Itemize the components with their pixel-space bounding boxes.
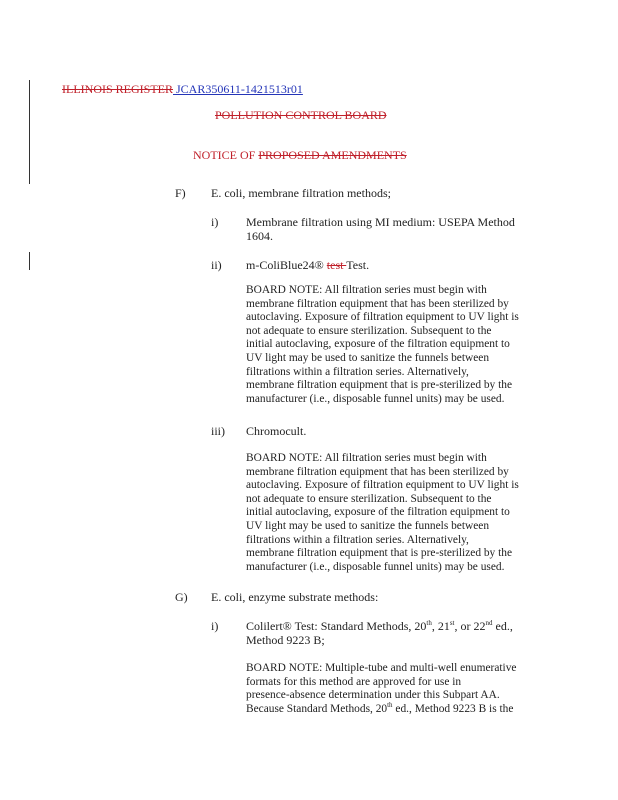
g-item-i-board-note: BOARD NOTE: Multiple-tube and multi-well enumerative formats for this method are approved for use in presence-absence determination under this Subpart AA. Because Standard Methods, 20th ed., Method 9223 B is the: [246, 662, 517, 715]
f-item-i-text: Membrane filtration using MI medium: USEPA Method 1604.: [246, 215, 515, 243]
f-item-ii-label: ii): [211, 258, 222, 272]
f-item-iii-label: iii): [211, 424, 225, 438]
f-item-iii-board-note: BOARD NOTE: All filtration series must begin with membrane filtration equipment that has been sterilized by autoclaving. Exposure of filtration equipment to UV light is not adequate to ensure sterilization. Subsequent to the initial autoclaving, exposure of the filtration equipment to UV light may be used to sanitize the funnels between filtrations within a filtration series. Alternatively, membrane filtration equipment that is pre-sterilized by the manufacturer (i.e., disposable funnel units) may be used.: [246, 452, 519, 573]
section-g-label: G): [175, 590, 188, 604]
f-item-ii-board-note: BOARD NOTE: All filtration series must begin with membrane filtration equipment that has been sterilized by autoclaving. Exposure of filtration equipment to UV light is not adequate to ensure sterilization. Subsequent to the initial autoclaving, exposure of the filtration equipment to UV light may be used to sanitize the funnels between filtrations within a filtration series. Alternatively, membrane filtration equipment that is pre-sterilized by the manufacturer (i.e., disposable funnel units) may be used.: [246, 284, 519, 405]
change-bar-top: [29, 80, 30, 184]
section-g-heading: E. coli, enzyme substrate methods:: [211, 590, 379, 604]
f-item-ii-text: m-ColiBlue24® test Test.: [246, 258, 370, 272]
notice-title: NOTICE OF PROPOSED AMENDMENTS: [193, 148, 407, 162]
section-f-label: F): [175, 186, 186, 200]
section-f-heading: E. coli, membrane filtration methods;: [211, 186, 391, 200]
change-bar-middle: [29, 252, 30, 270]
g-item-i-text: Colilert® Test: Standard Methods, 20th, 21st, or 22nd ed., Method 9223 B;: [246, 619, 513, 647]
board-title: POLLUTION CONTROL BOARD: [215, 108, 387, 122]
register-deleted: ILLINOIS REGISTER: [62, 82, 173, 96]
f-item-i-label: i): [211, 215, 219, 229]
register-header: [62, 82, 303, 96]
f-item-iii-text: Chromocult.: [246, 424, 307, 438]
register-inserted: JCAR350611-1421513r01: [173, 82, 303, 96]
g-item-i-label: i): [211, 619, 219, 633]
